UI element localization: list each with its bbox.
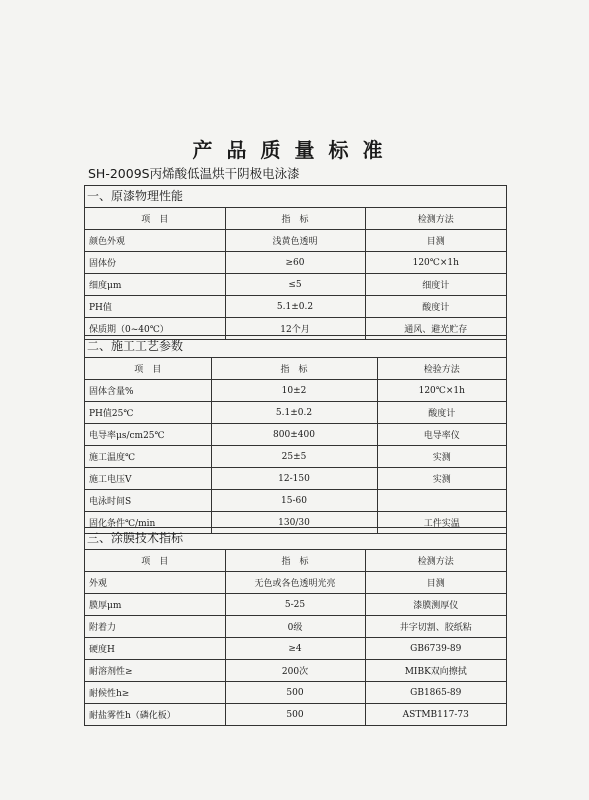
table-row <box>85 296 506 318</box>
value-cell: 浅黄色透明 <box>225 230 365 252</box>
table-row <box>85 424 506 446</box>
column-header: 项 目 <box>85 550 225 572</box>
column-header: 检测方法 <box>365 550 506 572</box>
item-cell: PH值25℃ <box>85 402 211 424</box>
value-cell: 500 <box>225 682 365 704</box>
item-cell: 膜厚μm <box>85 594 225 616</box>
table-header-row <box>85 550 506 572</box>
table-header-row <box>85 208 506 230</box>
table-row <box>85 230 506 252</box>
table-row <box>85 660 506 682</box>
method-cell: MIBK双向擦拭 <box>365 660 506 682</box>
value-cell: 800±400 <box>211 424 377 446</box>
item-cell: 细度μm <box>85 274 225 296</box>
method-cell: ASTMB117-73 <box>365 704 506 726</box>
value-cell: 500 <box>225 704 365 726</box>
value-cell: 12个月 <box>225 318 365 340</box>
value-cell: 无色或各色透明光亮 <box>225 572 365 594</box>
method-cell: 井字切割、胶纸粘 <box>365 616 506 638</box>
section-film-technical-indicators <box>84 527 507 726</box>
value-cell: 5.1±0.2 <box>211 402 377 424</box>
section-heading: 二、施工工艺参数 <box>85 336 506 358</box>
table-row <box>85 594 506 616</box>
item-cell: 耐候性h≥ <box>85 682 225 704</box>
column-header: 指 标 <box>225 550 365 572</box>
item-cell: PH值 <box>85 296 225 318</box>
page-title: 产品质量标准 <box>192 138 397 162</box>
table-row <box>85 446 506 468</box>
section-heading: 三、涂膜技术指标 <box>85 528 506 550</box>
item-cell: 保质期（0~40℃） <box>85 318 225 340</box>
table-row <box>85 380 506 402</box>
method-cell: 酸度计 <box>377 402 506 424</box>
spec-table <box>85 208 506 339</box>
column-header: 项 目 <box>85 358 211 380</box>
value-cell: 5-25 <box>225 594 365 616</box>
value-cell: 0级 <box>225 616 365 638</box>
method-cell: 通风、避光贮存 <box>365 318 506 340</box>
spec-table <box>85 358 506 533</box>
column-header: 项 目 <box>85 208 225 230</box>
method-cell: 实测 <box>377 446 506 468</box>
method-cell: 酸度计 <box>365 296 506 318</box>
table-row <box>85 572 506 594</box>
item-cell: 颜色外观 <box>85 230 225 252</box>
item-cell: 硬度H <box>85 638 225 660</box>
method-cell: 实测 <box>377 468 506 490</box>
method-cell: 细度计 <box>365 274 506 296</box>
value-cell: 10±2 <box>211 380 377 402</box>
item-cell: 电泳时间S <box>85 490 211 512</box>
value-cell: 5.1±0.2 <box>225 296 365 318</box>
value-cell: 15-60 <box>211 490 377 512</box>
section-raw-paint <box>84 185 507 340</box>
table-row <box>85 252 506 274</box>
method-cell: 目测 <box>365 572 506 594</box>
section-heading: 一、原漆物理性能 <box>85 186 506 208</box>
table-row <box>85 490 506 512</box>
item-cell: 电导率μs/cm25℃ <box>85 424 211 446</box>
value-cell: 200次 <box>225 660 365 682</box>
column-header: 指 标 <box>211 358 377 380</box>
value-cell: ≤5 <box>225 274 365 296</box>
value-cell: 12-150 <box>211 468 377 490</box>
method-cell: 漆膜测厚仪 <box>365 594 506 616</box>
item-cell: 固体份 <box>85 252 225 274</box>
table-row <box>85 682 506 704</box>
method-cell: GB1865-89 <box>365 682 506 704</box>
column-header: 检测方法 <box>365 208 506 230</box>
value-cell: 130/30 <box>211 512 377 534</box>
table-row <box>85 616 506 638</box>
table-header-row <box>85 358 506 380</box>
method-cell: 目测 <box>365 230 506 252</box>
item-cell: 固化条件℃/min <box>85 512 211 534</box>
item-cell: 耐盐雾性h（磷化板） <box>85 704 225 726</box>
table-row <box>85 274 506 296</box>
method-cell: 电导率仪 <box>377 424 506 446</box>
method-cell: 120℃×1h <box>365 252 506 274</box>
table-row <box>85 704 506 726</box>
value-cell: ≥60 <box>225 252 365 274</box>
product-name: SH-2009S丙烯酸低温烘干阴极电泳漆 <box>88 166 300 181</box>
spec-table <box>85 550 506 725</box>
method-cell <box>377 490 506 512</box>
value-cell: 25±5 <box>211 446 377 468</box>
table-row <box>85 402 506 424</box>
method-cell: 工件实温 <box>377 512 506 534</box>
value-cell: ≥4 <box>225 638 365 660</box>
table-row <box>85 468 506 490</box>
item-cell: 附着力 <box>85 616 225 638</box>
column-header: 检验方法 <box>377 358 506 380</box>
section-process-parameters <box>84 335 507 534</box>
method-cell: 120℃×1h <box>377 380 506 402</box>
table-row <box>85 638 506 660</box>
item-cell: 外观 <box>85 572 225 594</box>
item-cell: 固体含量% <box>85 380 211 402</box>
item-cell: 施工温度℃ <box>85 446 211 468</box>
item-cell: 施工电压V <box>85 468 211 490</box>
method-cell: GB6739-89 <box>365 638 506 660</box>
column-header: 指 标 <box>225 208 365 230</box>
item-cell: 耐溶剂性≥ <box>85 660 225 682</box>
